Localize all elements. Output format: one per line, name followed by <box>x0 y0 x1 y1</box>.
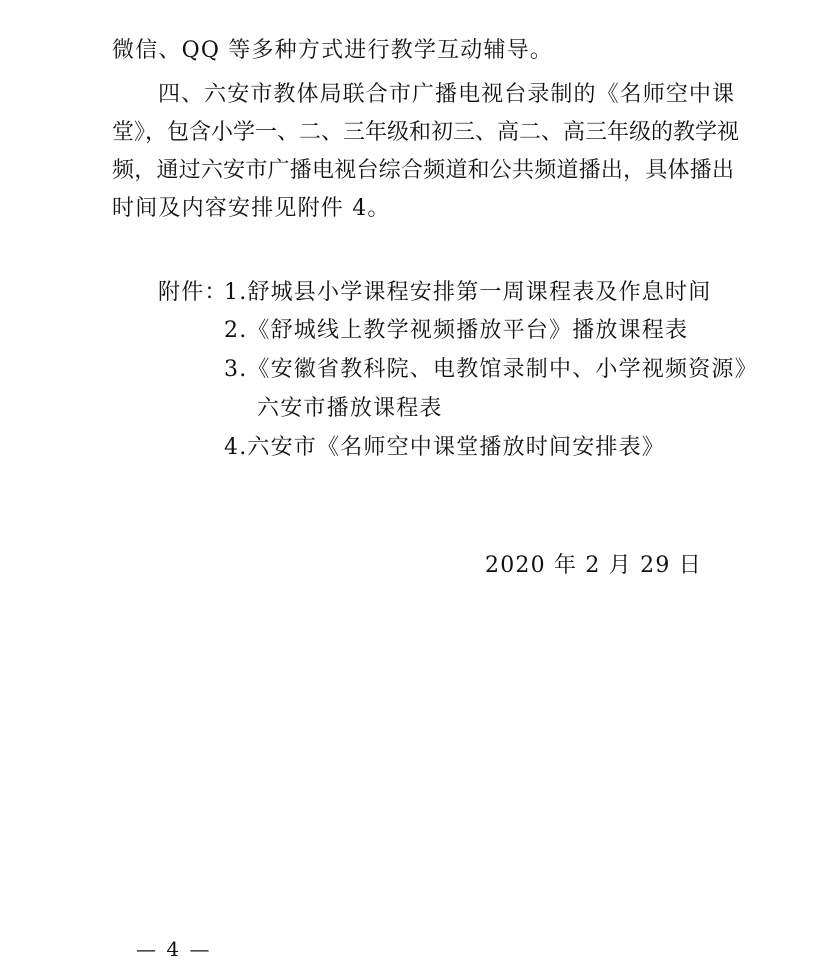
attachment-item-4: 4.六安市《名师空中课堂播放时间安排表》 <box>224 435 665 460</box>
page-number: — 4 — <box>136 937 212 961</box>
attachment-item-1: 1.舒城县小学课程安排第一周课程表及作息时间 <box>224 280 712 305</box>
body-line-4: 频，通过六安市广播电视台综合频道和公共频道播出，具体播出 <box>112 158 734 183</box>
body-line-3: 堂》，包含小学一、二、三年级和初三、高二、高三年级的教学视 <box>112 120 740 145</box>
attachments-label: 附件： <box>158 280 228 305</box>
attachment-item-3: 3.《安徽省教科院、电教馆录制中、小学视频资源》 <box>224 357 758 382</box>
body-line-2: 四、六安市教体局联合市广播电视台录制的《名师空中课 <box>158 82 734 107</box>
document-date: 2020 年 2 月 29 日 <box>485 553 702 578</box>
attachment-item-3-continuation: 六安市播放课程表 <box>257 396 443 421</box>
body-line-5: 时间及内容安排见附件 4。 <box>112 196 391 221</box>
body-line-1: 微信、QQ 等多种方式进行教学互动辅导。 <box>112 38 554 63</box>
attachment-item-2: 2.《舒城线上教学视频播放平台》播放课程表 <box>224 318 689 343</box>
